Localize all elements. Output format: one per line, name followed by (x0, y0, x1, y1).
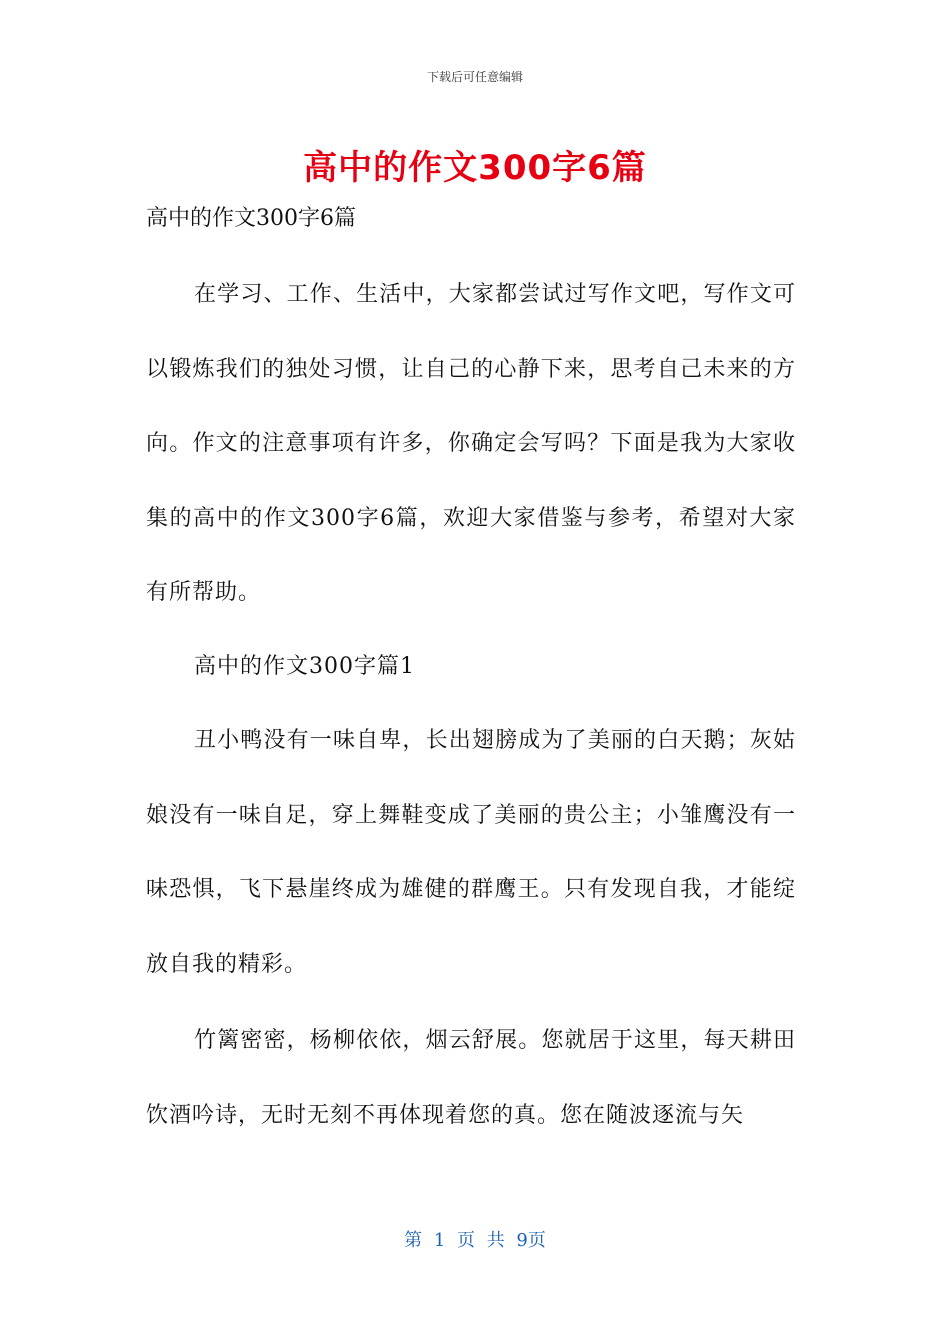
document-subtitle: 高中的作文300字6篇 (146, 206, 356, 231)
story-paragraph-1: 丑小鸭没有一味自卑，长出翅膀成为了美丽的白天鹅；灰姑娘没有一味自足，穿上舞鞋变成了美丽的贵公主；小雏鹰没有一味恐惧，飞下悬崖终成为雄健的群鹰王。只有发现自我，才能绽放自我的精彩。 (146, 728, 796, 977)
header-note: 下载后可任意编辑 (426, 70, 523, 84)
document-title: 高中的作文300字6篇 (303, 148, 647, 188)
page-number-footer: 第 1 页 共 9页 (404, 1230, 546, 1251)
intro-paragraph: 在学习、工作、生活中，大家都尝试过写作文吧，写作文可以锻炼我们的独处习惯，让自己的心静下来，思考自己未来的方向。作文的注意事项有许多，你确定会写吗？下面是我为大家收集的高中的作文300字6篇，欢迎大家借鉴与参考，希望对大家有所帮助。 (146, 282, 796, 605)
story-paragraph-2: 竹篱密密，杨柳依依，烟云舒展。您就居于这里，每天耕田饮酒吟诗，无时无刻不再体现着您的真。您在随波逐流与矢 (146, 1028, 796, 1128)
section-heading-1: 高中的作文300字篇1 (194, 654, 415, 679)
